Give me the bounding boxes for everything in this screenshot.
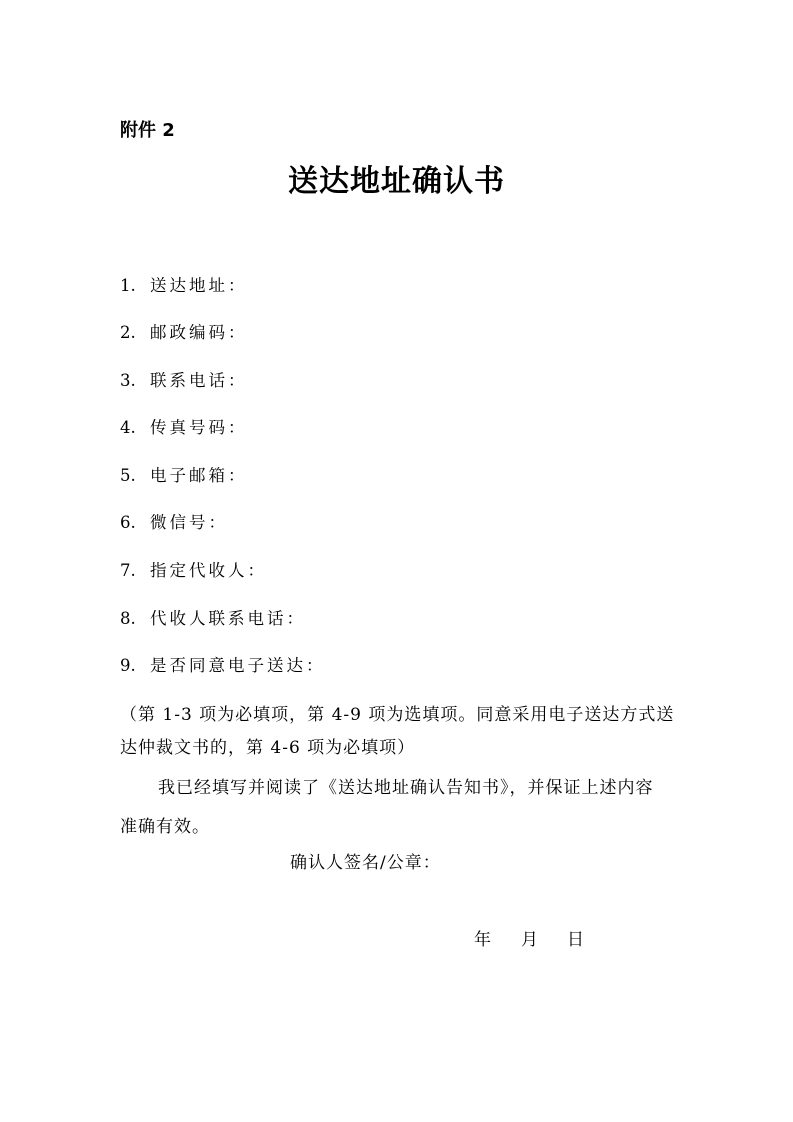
signature-label: 确认人签名/公章： bbox=[290, 853, 441, 873]
form-item-fax bbox=[120, 416, 248, 440]
statement-line: 我已经填写并阅读了《送达地址确认告知书》，并保证上述内容 bbox=[158, 778, 654, 798]
item-number: 7. bbox=[120, 561, 136, 580]
attachment-label: 附件 2 bbox=[120, 120, 175, 141]
item-number: 9. bbox=[120, 656, 136, 675]
form-item-electronic-consent bbox=[120, 654, 326, 678]
form-item-agent bbox=[120, 559, 267, 583]
note-line: 达仲裁文书的，第 4-6 项为必填项） bbox=[120, 738, 416, 758]
form-item-wechat bbox=[120, 511, 228, 535]
date-month-label: 月 bbox=[521, 930, 538, 950]
form-item-address bbox=[120, 274, 248, 298]
item-label: 微信号： bbox=[150, 513, 228, 532]
item-number: 1. bbox=[120, 276, 136, 295]
item-label: 指定代收人： bbox=[150, 561, 267, 580]
item-label: 传真号码： bbox=[150, 418, 248, 437]
form-item-phone bbox=[120, 369, 248, 393]
item-label: 邮政编码： bbox=[150, 323, 248, 342]
document-title: 送达地址确认书 bbox=[288, 164, 505, 199]
form-item-email bbox=[120, 464, 248, 488]
item-label: 送达地址： bbox=[150, 276, 248, 295]
form-item-postal-code bbox=[120, 321, 248, 345]
note-line: （第 1-3 项为必填项，第 4-9 项为选填项。同意采用电子送达方式送 bbox=[120, 705, 675, 725]
item-number: 5. bbox=[120, 466, 136, 485]
item-number: 4. bbox=[120, 418, 136, 437]
form-item-agent-phone bbox=[120, 607, 306, 631]
item-label: 是否同意电子送达： bbox=[150, 656, 326, 675]
statement-line: 准确有效。 bbox=[120, 817, 210, 837]
date-year-label: 年 bbox=[474, 930, 491, 950]
item-number: 8. bbox=[120, 609, 136, 628]
item-label: 电子邮箱： bbox=[150, 466, 248, 485]
item-number: 2. bbox=[120, 323, 136, 342]
date-day-label: 日 bbox=[567, 930, 584, 950]
item-number: 6. bbox=[120, 513, 136, 532]
item-number: 3. bbox=[120, 371, 136, 390]
item-label: 联系电话： bbox=[150, 371, 248, 390]
item-label: 代收人联系电话： bbox=[150, 609, 306, 628]
